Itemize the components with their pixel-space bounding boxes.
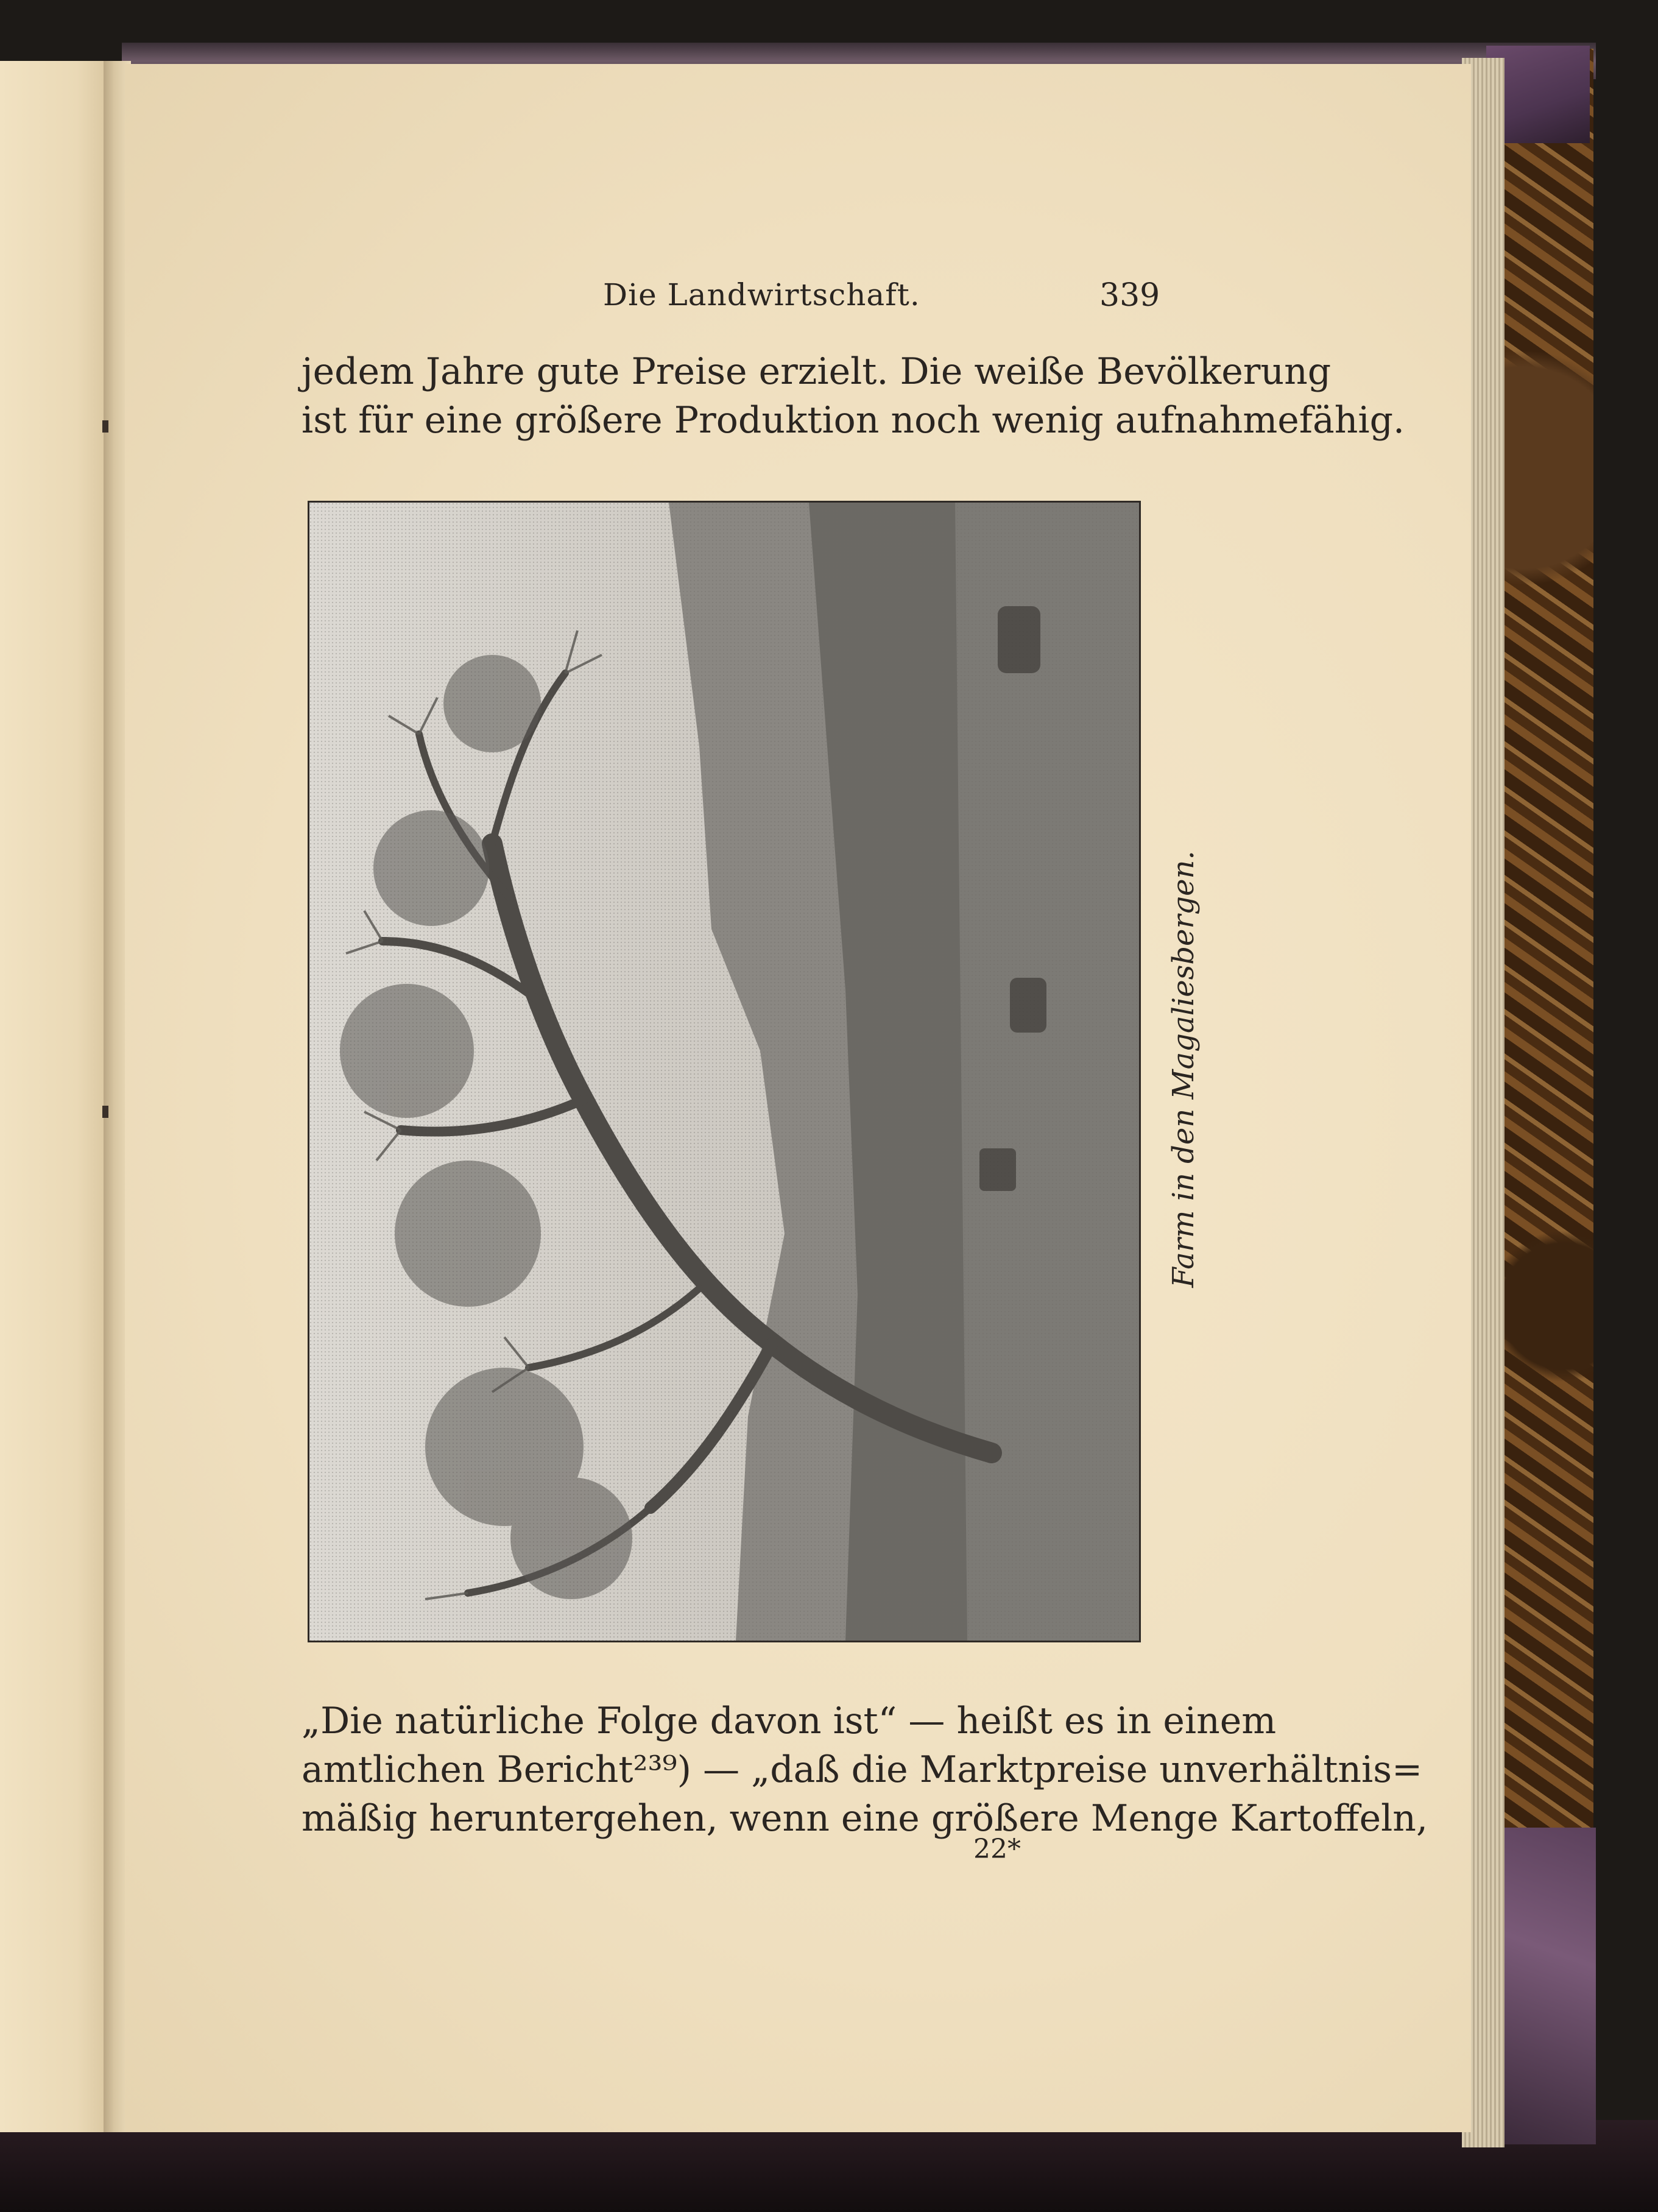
cover-corner-bottom	[1505, 1828, 1596, 2144]
signature-mark: 22*	[973, 1834, 1021, 1865]
figure-caption: Farm in den Magaliesbergen.	[1166, 850, 1201, 1288]
body-text-line: mäßig heruntergehen, wenn eine größere Menge Kartoffeln,	[302, 1797, 1428, 1840]
body-text-line: jedem Jahre gute Preise erzielt. Die weiße Bevölkerung	[302, 350, 1332, 393]
running-head: Die Landwirtschaft.	[603, 277, 920, 313]
body-text-line: ist für eine größere Produktion noch wenig aufnahmefähig.	[302, 399, 1405, 442]
farm-photograph	[308, 501, 1141, 1642]
book-bottom-edge	[0, 2120, 1658, 2212]
page-number: 339	[1099, 277, 1160, 314]
body-text-line: „Die natürliche Folge davon ist“ — heißt es in einem	[302, 1700, 1277, 1742]
binding-stitch	[102, 420, 108, 433]
binding-stitch	[102, 1106, 108, 1118]
previous-page-edge	[0, 61, 110, 2132]
body-text-line: amtlichen Bericht²³⁹) — „daß die Marktpreise unverhältnis=	[302, 1748, 1423, 1791]
